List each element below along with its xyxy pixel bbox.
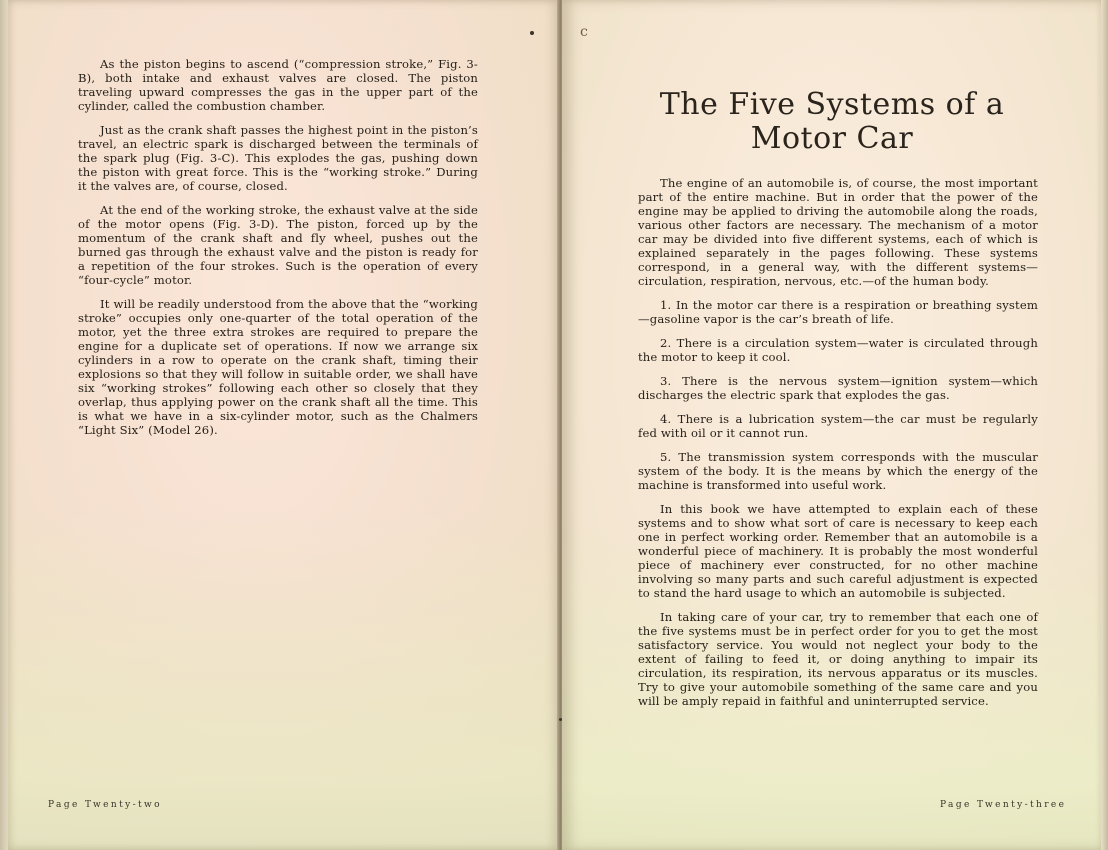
left-page (8, 0, 560, 850)
corner-mark: c (580, 24, 588, 40)
right-paragraph-5: 4. There is a lubrication system—the car must be regularly fed with oil or it cannot run. (638, 412, 1038, 440)
right-paragraph-1: The engine of an automobile is, of course, the most important part of the entire machine. But in order that the power of the engine may be applied to driving the automobile along the roads, various other factors are necessary. The mechanism of a motor car may be divided into five different systems, each of which is explained separately in the pages following. These systems correspond, in a general way, with the different systems—circulation, respiration, nervous, etc.—of the human body. (638, 176, 1038, 288)
binding-hole (530, 31, 534, 35)
left-paragraph-2: Just as the crank shaft passes the highest point in the piston’s travel, an electric spark is discharged between the terminals of the spark plug (Fig. 3-C). This explodes the gas, pushing down the piston with great force. This is the “working stroke.” During it the valves are, of course, closed. (78, 123, 478, 193)
left-paragraph-4: It will be readily understood from the above that the “working stroke” occupies only one-quarter of the total operation of the motor, yet the three extra strokes are required to prepare the engine for a duplicate set of operations. If now we arrange six cylinders in a row to operate on the crank shaft, timing their explosions so that they will follow in suitable order, we shall have six “working strokes” following each other so closely that they overlap, thus applying power on the crank shaft all the time. This is what we have in a six-cylinder motor, such as the Chalmers “Light Six” (Model 26). (78, 297, 478, 437)
left-page-body (78, 57, 478, 447)
page-title (602, 88, 1062, 156)
right-paragraph-8: In taking care of your car, try to remember that each one of the five systems must be in perfect order for you to get the most satisfactory service. You would not neglect your body to the extent of failing to feed it, or doing anything to impair its circulation, its respiration, its nervous apparatus or its muscles. Try to give your automobile something of the same care and you will be amply repaid in faithful and uninterrupted service. (638, 610, 1038, 708)
right-page-number: Page Twenty-three (940, 800, 1067, 810)
right-paragraph-6: 5. The transmission system corresponds with the muscular system of the body. It is the means by which the energy of the machine is transformed into useful work. (638, 450, 1038, 492)
right-page (562, 0, 1102, 850)
right-paragraph-3: 2. There is a circulation system—water is circulated through the motor to keep it cool. (638, 336, 1038, 364)
left-paragraph-1: As the piston begins to ascend (“compression stroke,” Fig. 3-B), both intake and exhaust valves are closed. The piston traveling upward compresses the gas in the upper part of the cylinder, called the combustion chamber. (78, 57, 478, 113)
right-paragraph-4: 3. There is the nervous system—ignition system—which discharges the electric spark that explodes the gas. (638, 374, 1038, 402)
title-line-1: The Five Systems of a (659, 87, 1005, 122)
left-page-number: Page Twenty-two (48, 800, 162, 810)
right-paragraph-2: 1. In the motor car there is a respiration or breathing system—gasoline vapor is the car’s breath of life. (638, 298, 1038, 326)
title-line-2: Motor Car (750, 121, 914, 156)
right-page-body (638, 176, 1038, 718)
right-paragraph-7: In this book we have attempted to explain each of these systems and to show what sort of care is necessary to keep each one in perfect working order. Remember that an automobile is a wonderful piece of machinery. It is probably the most wonderful piece of machinery ever constructed, for no other machine involving so many parts and such careful adjustment is expected to stand the hard usage to which an automobile is subjected. (638, 502, 1038, 600)
left-paragraph-3: At the end of the working stroke, the exhaust valve at the side of the motor opens (Fig. 3-D). The piston, forced up by the momentum of the crank shaft and fly wheel, pushes out the burned gas through the exhaust valve and the piston is ready for a repetition of the four strokes. Such is the operation of every “four-cycle” motor. (78, 203, 478, 287)
right-page-edge (1101, 0, 1108, 850)
